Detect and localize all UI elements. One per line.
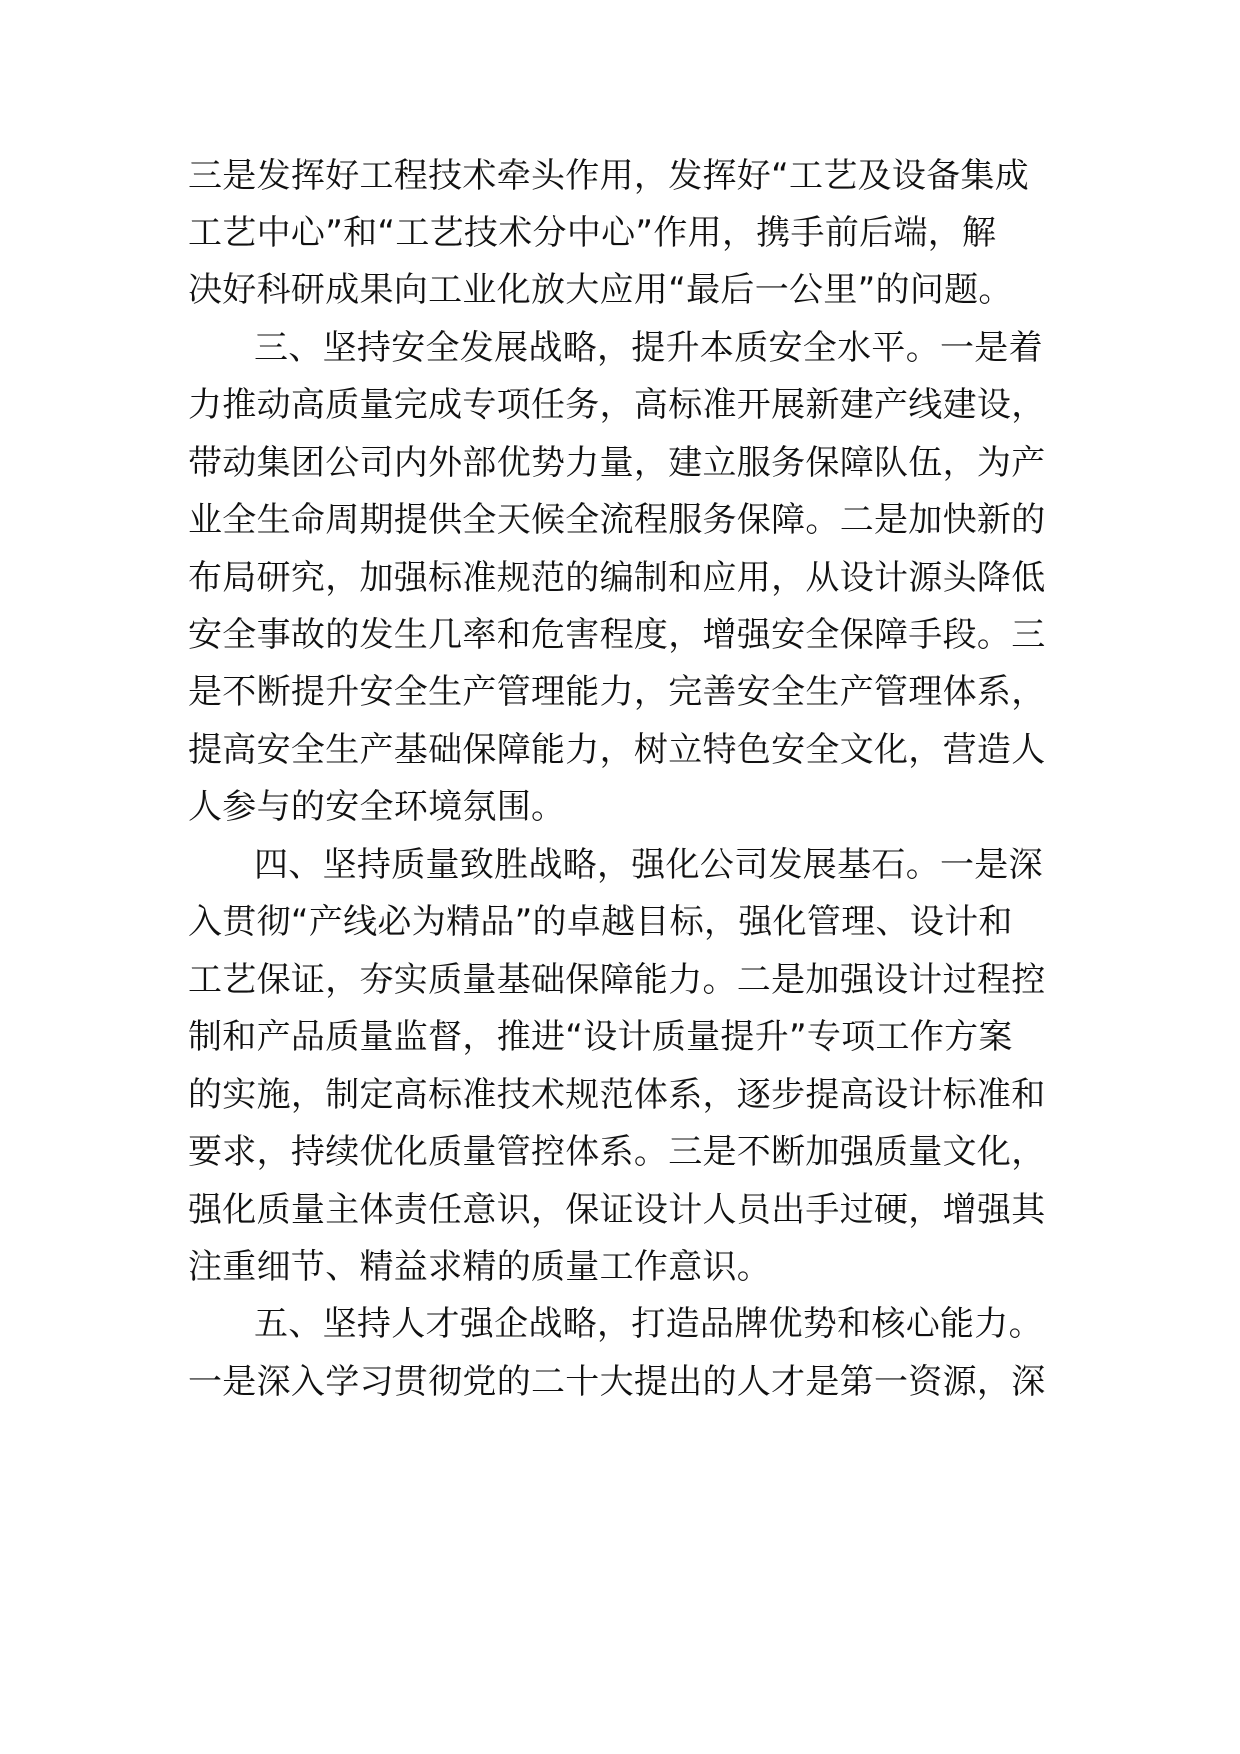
body-line: 人参与的安全环境氛围。 [188, 787, 566, 827]
body-line: 布局研究，加强标准规范的编制和应用，从设计源头降低 [188, 558, 1046, 598]
section-heading-line: 三、坚持安全发展战略，提升本质安全水平。一是着 [254, 328, 1043, 368]
body-line: 业全生命周期提供全天候全流程服务保障。二是加快新的 [188, 500, 1046, 540]
body-line: 提高安全生产基础保障能力，树立特色安全文化，营造人 [188, 730, 1046, 770]
body-line: 带动集团公司内外部优势力量，建立服务保障队伍，为产 [188, 443, 1046, 483]
body-line: 工艺中心”和“工艺技术分中心”作用，携手前后端，解 [188, 213, 997, 253]
section-heading-line: 四、坚持质量致胜战略，强化公司发展基石。一是深 [254, 845, 1043, 885]
body-line: 制和产品质量监督，推进“设计质量提升”专项工作方案 [188, 1017, 1013, 1057]
body-line: 是不断提升安全生产管理能力，完善安全生产管理体系， [188, 672, 1046, 712]
body-line: 决好科研成果向工业化放大应用“最后一公里”的问题。 [188, 270, 1013, 310]
body-line: 强化质量主体责任意识，保证设计人员出手过硬，增强其 [188, 1190, 1046, 1230]
section-heading-line: 五、坚持人才强企战略，打造品牌优势和核心能力。 [254, 1304, 1043, 1344]
body-line: 要求，持续优化质量管控体系。三是不断加强质量文化， [188, 1132, 1046, 1172]
body-line: 力推动高质量完成专项任务，高标准开展新建产线建设， [188, 385, 1046, 425]
body-line: 的实施，制定高标准技术规范体系，逐步提高设计标准和 [188, 1075, 1046, 1115]
body-line: 安全事故的发生几率和危害程度，增强安全保障手段。三 [188, 615, 1046, 655]
body-line: 工艺保证，夯实质量基础保障能力。二是加强设计过程控 [188, 960, 1046, 1000]
body-line: 三是发挥好工程技术牵头作用，发挥好“工艺及设备集成 [188, 156, 1030, 196]
body-line: 注重细节、精益求精的质量工作意识。 [188, 1247, 772, 1287]
document-body [188, 0, 1063, 1754]
body-line: 一是深入学习贯彻党的二十大提出的人才是第一资源，深 [188, 1362, 1046, 1402]
body-line: 入贯彻“产线必为精品”的卓越目标，强化管理、设计和 [188, 902, 1013, 942]
